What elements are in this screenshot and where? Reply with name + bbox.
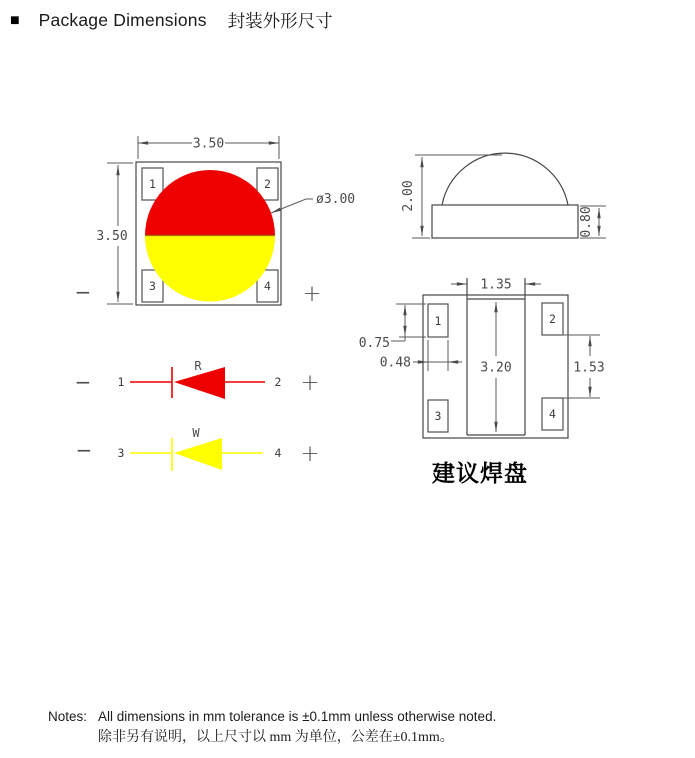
circuit-schematic bbox=[75, 359, 320, 471]
red-plus-sign: + bbox=[300, 370, 320, 396]
layout-pad-1-number: 1 bbox=[434, 314, 442, 328]
red-pin-right: 2 bbox=[274, 375, 282, 389]
top-view-minus-sign: − bbox=[74, 280, 92, 304]
white-diode-row bbox=[76, 426, 320, 471]
top-view-diameter-dim: ø3.00 bbox=[316, 192, 356, 207]
pad-layout-caption: 建议焊盘 bbox=[432, 460, 528, 486]
side-view-height-dim: 2.00 bbox=[401, 180, 416, 212]
layout-pad-2-number: 2 bbox=[549, 312, 556, 326]
red-diode-row bbox=[75, 359, 320, 399]
top-view-width-dim: 3.50 bbox=[192, 136, 225, 152]
layout-pad-3-number: 3 bbox=[434, 409, 442, 423]
top-view-pad-2-number: 2 bbox=[264, 177, 271, 191]
side-view-base-dim: 0.80 bbox=[579, 206, 594, 238]
pad-layout bbox=[359, 278, 605, 487]
notes-line-zh: 除非另有说明，以上尺寸以 mm 为单位，公差在±0.1mm。 bbox=[98, 730, 454, 745]
pad-gap-dim: 1.53 bbox=[573, 360, 605, 376]
white-diode-label: W bbox=[192, 426, 200, 440]
section-title-zh: 封装外形尺寸 bbox=[227, 11, 333, 31]
red-minus-sign: − bbox=[74, 370, 92, 394]
led-yellow-half bbox=[145, 236, 275, 302]
white-diode-triangle bbox=[174, 438, 222, 470]
led-red-half bbox=[145, 170, 275, 236]
notes-line-en: All dimensions in mm tolerance is ±0.1mm unless otherwise noted. bbox=[98, 709, 497, 724]
top-view-height-dim: 3.50 bbox=[96, 229, 128, 244]
center-pad-height-dim: 3.20 bbox=[480, 360, 512, 376]
pad-height-dim: 0.75 bbox=[358, 336, 390, 351]
top-view bbox=[75, 136, 356, 307]
section-title-en: Package Dimensions bbox=[38, 10, 207, 30]
white-pin-left: 3 bbox=[117, 446, 125, 460]
side-view bbox=[401, 153, 606, 238]
red-diode-label: R bbox=[194, 359, 202, 373]
top-view-pad-4-number: 4 bbox=[264, 279, 271, 293]
notes-label: Notes: bbox=[48, 709, 88, 724]
layout-pad-4-number: 4 bbox=[549, 407, 556, 421]
white-pin-right: 4 bbox=[274, 446, 282, 460]
side-view-dome bbox=[442, 153, 568, 205]
pad-width-dim: 0.48 bbox=[379, 355, 411, 371]
white-minus-sign: − bbox=[75, 438, 93, 462]
leader-line bbox=[271, 199, 313, 213]
top-view-pad-3-number: 3 bbox=[149, 279, 156, 293]
top-view-plus-sign: + bbox=[302, 281, 322, 307]
section-bullet-icon: ■ bbox=[10, 11, 20, 29]
side-view-base bbox=[432, 205, 578, 238]
top-view-pad-1-number: 1 bbox=[149, 177, 156, 191]
white-plus-sign: + bbox=[300, 441, 320, 467]
red-pin-left: 1 bbox=[117, 375, 125, 389]
center-pad-width-dim: 1.35 bbox=[480, 277, 512, 293]
